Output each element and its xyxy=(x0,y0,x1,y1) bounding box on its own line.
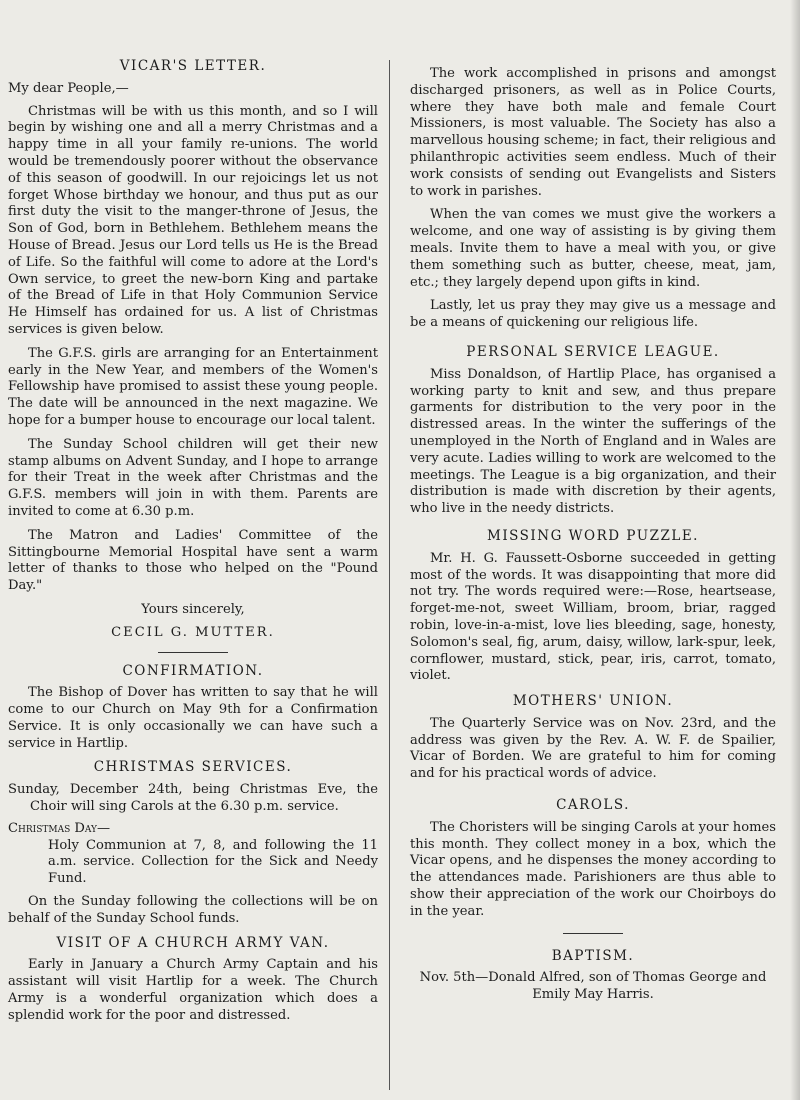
signature: CECIL G. MUTTER. xyxy=(111,624,275,640)
christmas-sunday-paragraph: On the Sunday following the collections will be on behalf of the Sunday School funds. xyxy=(8,894,378,926)
church-army-van-paragraph: When the van comes we must give the workers a welcome, and one way of assisting is by giving them meals. Invite them to have a meal with you, or give them something such as butter, cheese, meat, jam, etc.; they largely depend upon gifts in kind. xyxy=(410,207,776,290)
column-divider xyxy=(389,60,390,1090)
personal-service-league-paragraph: Miss Donaldson, of Hartlip Place, has organised a working party to knit and sew, and thus prepare garments for distribution to the very poor in the distressed areas. In the winter the sufferings of the unemployed in the North of England and in Wales are very acute. Ladies willing to work are welcomed to the meetings. The League is a big organization, and their distribution is made with discretion by their agents, who live in the needy districts. xyxy=(410,366,776,517)
section-divider xyxy=(563,933,623,934)
salutation: My dear People,— xyxy=(8,80,129,96)
christmas-day-label: Christmas Day— xyxy=(8,820,111,836)
christmas-eve-entry: Sunday, December 24th, being Christmas Eve, the Choir will sing Carols at the 6.30 p.m. service. xyxy=(8,782,378,815)
right-column xyxy=(410,66,776,1004)
baptism-heading: BAPTISM. xyxy=(551,947,635,964)
carols-heading: CAROLS. xyxy=(556,797,630,814)
church-army-van-heading: VISIT OF A CHURCH ARMY VAN. xyxy=(56,934,330,951)
mothers-union-heading: MOTHERS' UNION. xyxy=(512,693,674,710)
confirmation-heading: CONFIRMATION. xyxy=(122,662,264,679)
church-army-van-paragraph: Lastly, let us pray they may give us a message and be a means of quickening our religious life. xyxy=(410,298,776,331)
vicars-letter-paragraph: The Matron and Ladies' Committee of the Sittingbourne Memorial Hospital have sent a warm letter of thanks to those who helped on the "Pound Day." xyxy=(8,527,378,594)
left-column xyxy=(8,58,378,1032)
church-army-van-paragraph: The work accomplished in prisons and amongst discharged prisoners, as well as in Police Courts, where they have both male and female Court Missioners, is most valuable. The Society has also a marvellous housing scheme; in fact, their religious and philanthropic activities seem endless. Much of their work consists of sending out Evangelists and Sisters to work in parishes. xyxy=(410,66,776,199)
vicars-letter-paragraph: The G.F.S. girls are arranging for an Entertainment early in the New Year, and members of the Women's Fellowship have promised to assist these young people. The date will be announced in the next magazine. We hope for a bumper house to encourage our local talent. xyxy=(8,345,378,428)
vicars-letter-paragraph: Christmas will be with us this month, and so I will begin by wishing one and all a merry Christmas and a happy time in all your family re-unions. The world would be tremendously poorer without the observance of this season of goodwill. In our rejoicings let us not forget Whose birthday we honour, and thus put as our first duty the visit to the manger-throne of Jesus, the Son of God, born in Bethlehem. Bethlehem means the House of Bread. Jesus our Lord tells us He is the Bread of Life. So the faithful will come to adore at the Lord's Own service, to greet the new-born King and partake of the Bread of Life in that Holy Communion Service He Himself has ordained for us. A list of Christmas services is given below. xyxy=(8,103,378,337)
page-edge-shadow xyxy=(790,0,800,1100)
vicars-letter-paragraph: The Sunday School children will get their new stamp albums on Advent Sunday, and I hope to arrange for their Treat in the week after Christmas and the G.F.S. members will join in with them. Parents are invited to come at 6.30 p.m. xyxy=(8,436,378,519)
christmas-day-entry: Holy Communion at 7, 8, and following the 11 a.m. service. Collection for the Sick and Needy Fund. xyxy=(48,837,378,887)
vicars-letter-heading: VICAR'S LETTER. xyxy=(119,58,267,74)
personal-service-league-heading: PERSONAL SERVICE LEAGUE. xyxy=(466,343,720,360)
baptism-entry: Nov. 5th—Donald Alfred, son of Thomas George and Emily May Harris. xyxy=(419,970,767,1003)
confirmation-paragraph: The Bishop of Dover has written to say that he will come to our Church on May 9th for a Confirmation Service. It is only occasionally we can have such a service in Hartlip. xyxy=(8,685,378,751)
missing-word-puzzle-heading: MISSING WORD PUZZLE. xyxy=(487,527,699,544)
carols-paragraph: The Choristers will be singing Carols at your homes this month. They collect money in a box, which the Vicar opens, and he dispenses the money according to the attendances made. Parishioners are thus able to show their appreciation of the work our Choirboys do in the year. xyxy=(410,819,776,919)
mothers-union-paragraph: The Quarterly Service was on Nov. 23rd, and the address was given by the Rev. A. W. F. de Spailier, Vicar of Borden. We are grateful to him for coming and for his practical words of advice. xyxy=(410,715,776,782)
christmas-services-heading: CHRISTMAS SERVICES. xyxy=(93,759,293,776)
closing: Yours sincerely, xyxy=(141,601,245,617)
missing-word-puzzle-paragraph: Mr. H. G. Faussett-Osborne succeeded in getting most of the words. It was disappointing that more did not try. The words required were:—Rose, heartsease, forget-me-not, sweet William, broom, briar, ragged robin, love-in-a-mist, love lies bleeding, sage, honesty, Solomon's seal, fig, arum, daisy, willow, lark-spur, leek, cornflower, mustard, stick, pear, iris, carrot, tomato, violet. xyxy=(410,550,776,684)
section-divider xyxy=(158,652,228,653)
church-army-van-paragraph: Early in January a Church Army Captain and his assistant will visit Hartlip for a week. The Church Army is a wonderful organization which does a splendid work for the poor and distressed. xyxy=(8,957,378,1023)
